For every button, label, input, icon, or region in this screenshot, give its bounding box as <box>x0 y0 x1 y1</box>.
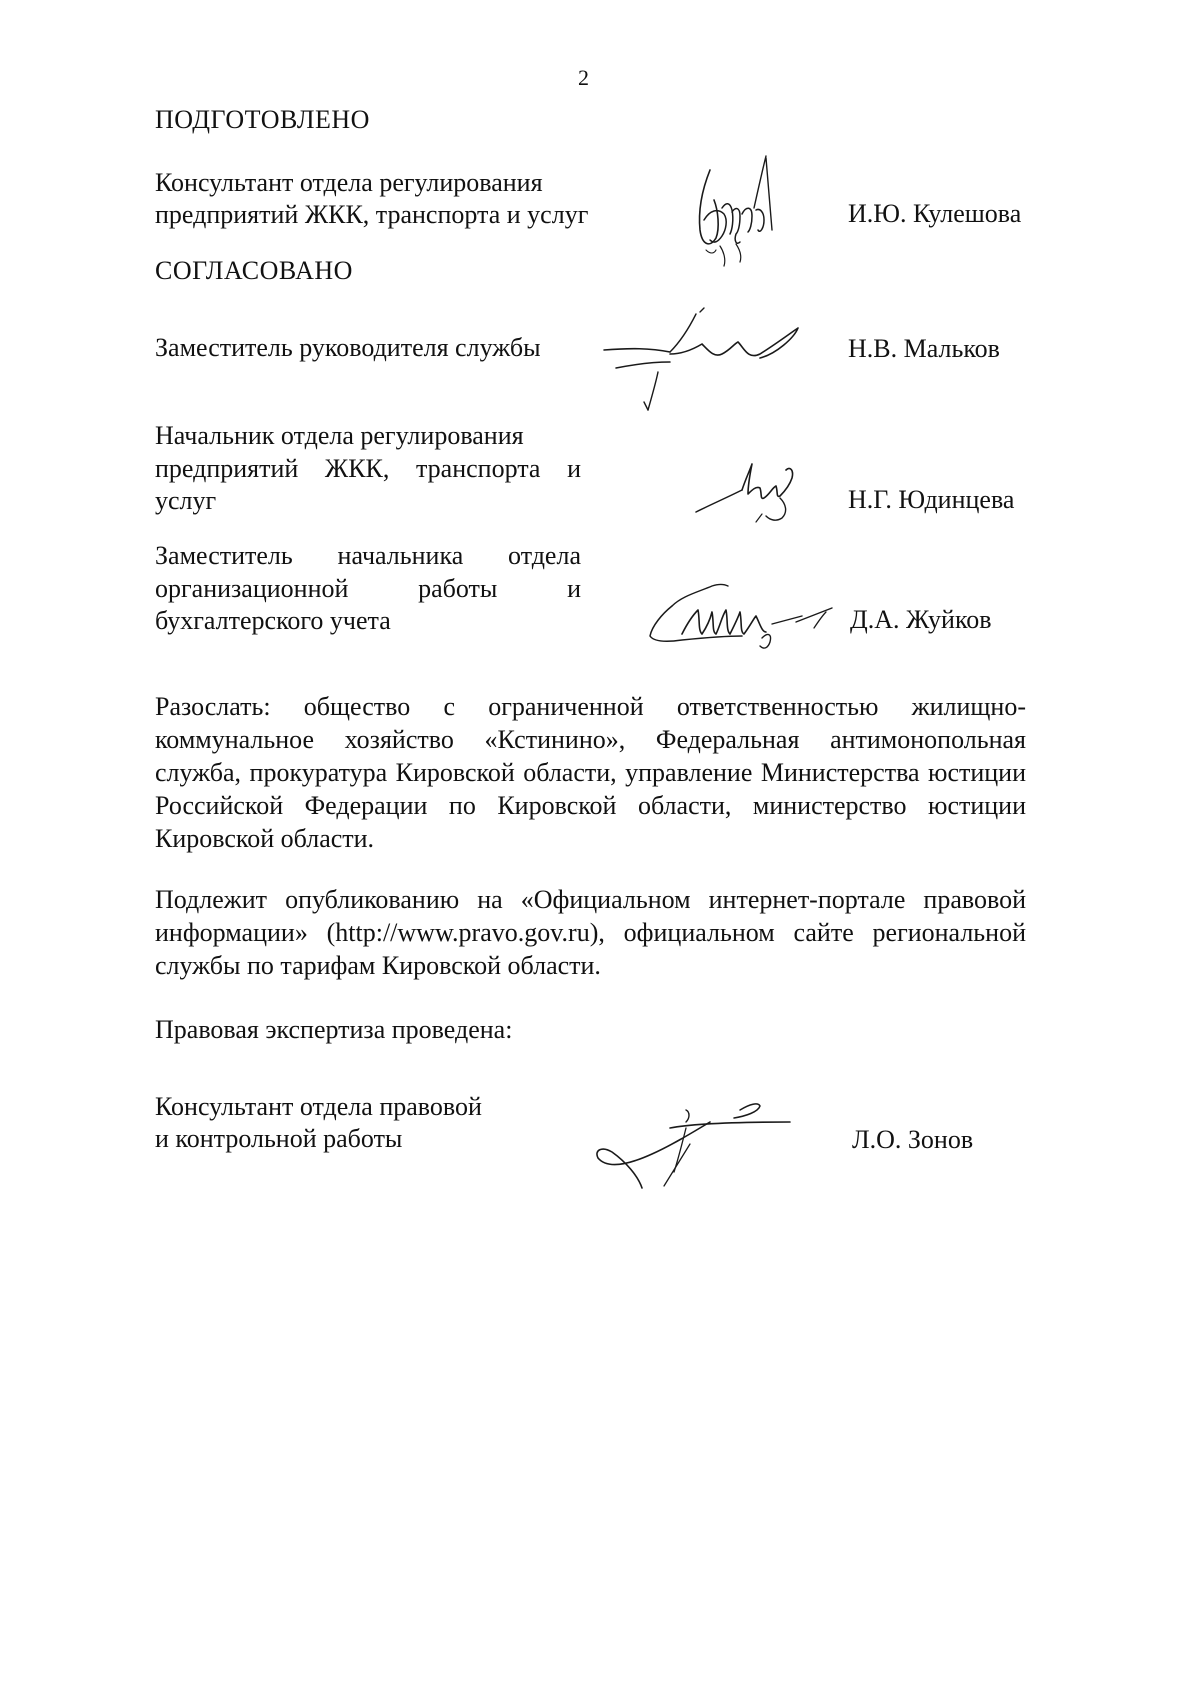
distribution-paragraph <box>155 690 1026 855</box>
legal-review-name: Л.О. Зонов <box>852 1125 974 1154</box>
legal-review-signature <box>590 1088 800 1198</box>
signer-signature <box>642 576 852 656</box>
prepared-role-line: Консультант отдела регулирования <box>155 168 543 197</box>
distribution-line: коммунальное хозяйство «Кстинино», Федеральная антимонопольная <box>155 725 1026 754</box>
agreed-heading: СОГЛАСОВАНО <box>155 256 353 285</box>
prepared-heading: ПОДГОТОВЛЕНО <box>155 105 370 134</box>
signer-signature <box>600 302 810 417</box>
publication-paragraph <box>155 883 1026 982</box>
distribution-line: Кировской области. <box>155 824 375 853</box>
signer-role <box>155 420 581 518</box>
signer-name: Д.А. Жуйков <box>850 605 992 634</box>
legal-review-statement: Правовая экспертиза проведена: <box>155 1015 513 1044</box>
legal-review-role <box>155 1091 482 1155</box>
prepared-role <box>155 167 588 231</box>
prepared-role-line: предприятий ЖКК, транспорта и услуг <box>155 200 589 229</box>
signer-role-line: предприятий ЖКК, транспорта и <box>155 453 581 483</box>
prepared-signature <box>680 150 800 275</box>
publication-line: информации» (http://www.pravo.gov.ru), официальном сайте региональной <box>155 918 1026 947</box>
legal-review-role-line: Консультант отдела правовой <box>155 1092 482 1121</box>
signer-role-line: Начальник отдела регулирования <box>155 421 524 450</box>
signer-role-line: организационной работы и <box>155 573 581 603</box>
prepared-name: И.Ю. Кулешова <box>848 199 1022 228</box>
distribution-line: Российской Федерации по Кировской области, министерство юстиции <box>155 791 1026 820</box>
signer-role <box>155 332 541 364</box>
signer-name: Н.В. Мальков <box>848 334 1000 363</box>
publication-line: службы по тарифам Кировской области. <box>155 951 601 980</box>
signer-role-line: Заместитель руководителя службы <box>155 333 541 362</box>
signer-signature <box>690 448 810 528</box>
signer-role-line: Заместитель начальника отдела <box>155 541 581 570</box>
publication-line: Подлежит опубликованию на «Официальном интернет-портале правовой <box>155 885 1026 914</box>
legal-review-role-line: и контрольной работы <box>155 1124 403 1153</box>
page-number: 2 <box>578 65 589 90</box>
distribution-line: Разослать: общество с ограниченной ответственностью жилищно- <box>155 692 1026 721</box>
distribution-line: служба, прокуратура Кировской области, управление Министерства юстиции <box>155 758 1026 787</box>
signer-role-line: бухгалтерского учета <box>155 606 391 635</box>
signer-role <box>155 540 581 638</box>
signer-role-line: услуг <box>155 486 217 515</box>
signer-name: Н.Г. Юдинцева <box>848 485 1015 514</box>
